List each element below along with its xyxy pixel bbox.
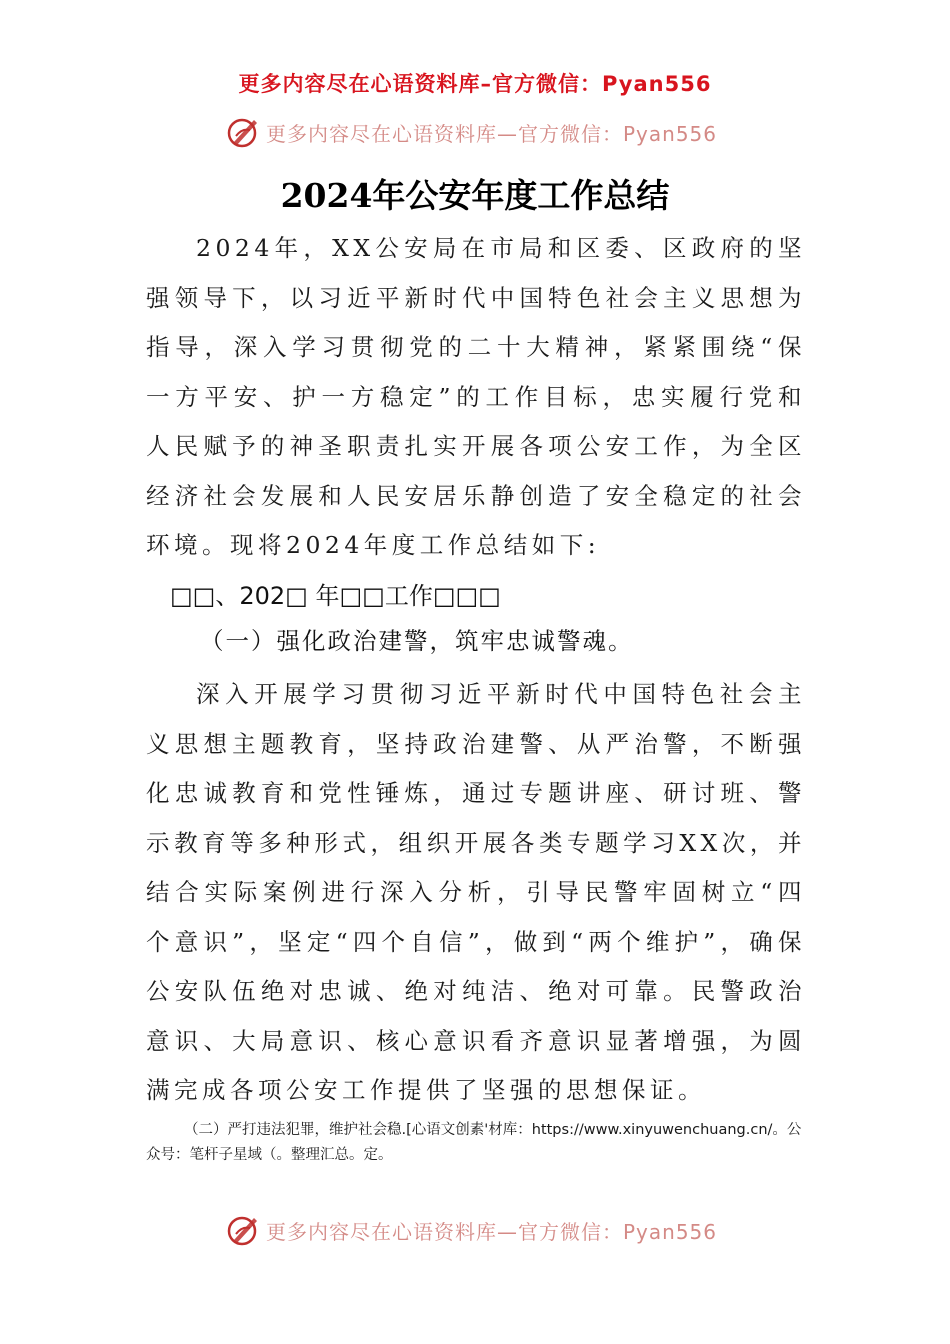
subsection-heading: （一）强化政治建警，筑牢忠诚警魂。 bbox=[200, 627, 634, 655]
document-title: 2024年公安年度工作总结 bbox=[280, 176, 670, 215]
intro-paragraph: 2024年，XX公安局在市局和区委、区政府的坚强领导下，以习近平新时代中国特色社会主义思想为指导，深入学习贯彻党的二十大精神，紧紧围绕“保一方平安、护一方稳定”的工作目标，忠实履行党和人民赋予的神圣职责扎实开展各项公安工作，为全区经济社会发展和人民安居乐静创造了安全稳定的社会环境。现将2024年度工作总结如下: bbox=[146, 234, 806, 559]
watermark-bottom bbox=[226, 1210, 746, 1250]
subsection-2-note: （二）严打违法犯罪，维护社会稳.[心语文创素'材库：https://www.xinyuwenchuang.cn/。公众号：笔杆子星域（。整理汇总。定。 bbox=[146, 1122, 802, 1163]
watermark-top bbox=[226, 112, 746, 152]
subsection-body: 深入开展学习贯彻习近平新时代中国特色社会主义思想主题教育，坚持政治建警、从严治警，不断强化忠诚教育和党性锤炼，通过专题讲座、研讨班、警示教育等多种形式，组织开展各类专题学习XX次，并结合实际案例进行深入分析，引导民警牢固树立“四个意识”，坚定“四个自信”，做到“两个维护”，确保公安队伍绝对忠诚、绝对纯洁、绝对可靠。民警政治意识、大局意识、核心意识看齐意识显著增强，为圆满完成各项公安工作提供了坚强的思想保证。 bbox=[146, 680, 806, 1104]
top-banner: 更多内容尽在心语资料库–官方微信：Pyan556 bbox=[238, 72, 712, 96]
pen-logo-icon bbox=[226, 114, 262, 150]
watermark-text: 更多内容尽在心语资料库—官方微信：Pyan556 bbox=[266, 1219, 718, 1244]
section-heading: □□、202□ 年□□工作□□□ bbox=[170, 582, 501, 610]
pen-logo-icon bbox=[226, 1212, 262, 1248]
watermark-text: 更多内容尽在心语资料库—官方微信：Pyan556 bbox=[266, 121, 718, 146]
